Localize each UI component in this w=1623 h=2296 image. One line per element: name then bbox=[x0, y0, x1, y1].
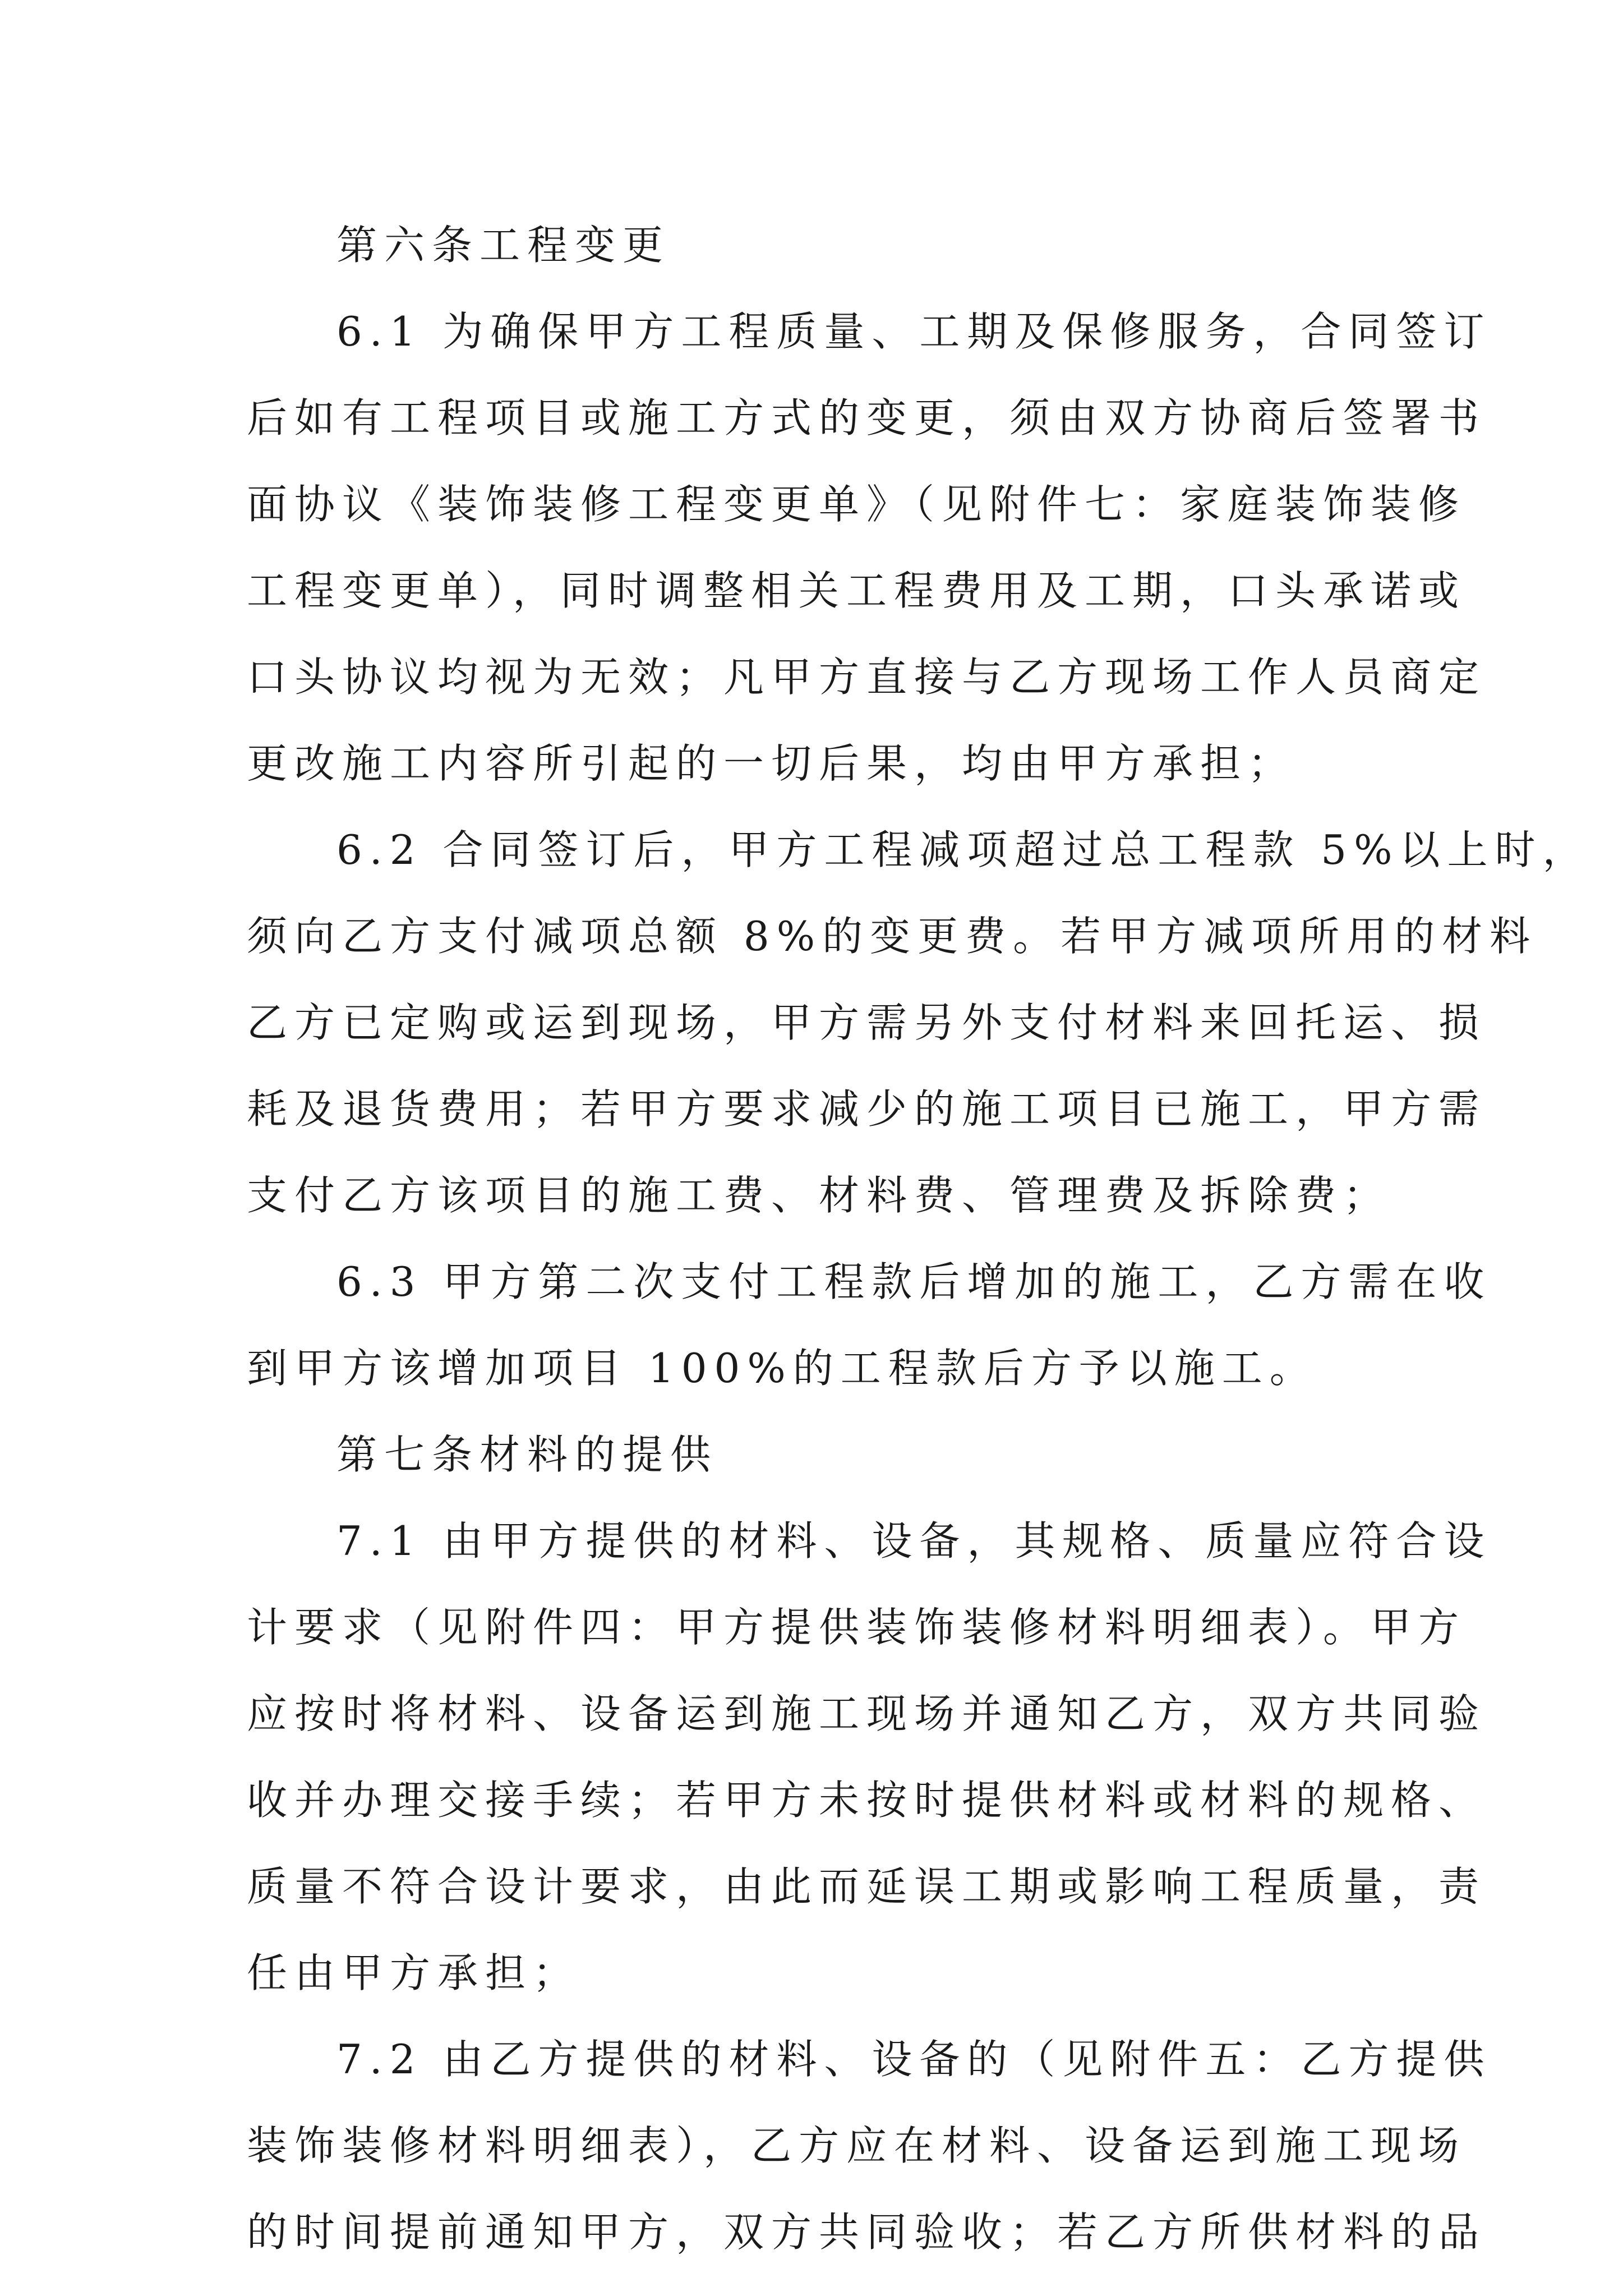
paragraph-line: 6.1 为确保甲方工程质量、工期及保修服务，合同签订 bbox=[336, 308, 1492, 355]
paragraph-line: 须向乙方支付减项总额 8%的变更费。若甲方减项所用的材料 bbox=[247, 913, 1538, 960]
paragraph-line: 应按时将材料、设备运到施工现场并通知乙方，双方共同验 bbox=[247, 1690, 1487, 1737]
paragraph-line: 后如有工程项目或施工方式的变更，须由双方协商后签署书 bbox=[247, 394, 1487, 441]
paragraph-line: 乙方已定购或运到现场，甲方需另外支付材料来回托运、损 bbox=[247, 999, 1487, 1046]
paragraph-line: 面协议《装饰装修工程变更单》（见附件七：家庭装饰装修 bbox=[247, 481, 1467, 528]
paragraph-line: 7.2 由乙方提供的材料、设备的（见附件五：乙方提供 bbox=[336, 2036, 1492, 2083]
paragraph-line: 口头协议均视为无效；凡甲方直接与乙方现场工作人员商定 bbox=[247, 654, 1487, 701]
paragraph-line: 耗及退货费用；若甲方要求减少的施工项目已施工，甲方需 bbox=[247, 1085, 1487, 1133]
document-body bbox=[247, 202, 1590, 2275]
paragraph-line: 6.2 合同签订后，甲方工程减项超过总工程款 5%以上时， bbox=[336, 826, 1590, 873]
paragraph-line: 到甲方该增加项目 100%的工程款后方予以施工。 bbox=[247, 1345, 1317, 1392]
paragraph-line: 质量不符合设计要求，由此而延误工期或影响工程质量，责 bbox=[247, 1863, 1487, 1910]
section-heading-7: 第七条材料的提供 bbox=[336, 1431, 718, 1478]
paragraph-line: 支付乙方该项目的施工费、材料费、管理费及拆除费； bbox=[247, 1172, 1391, 1219]
section-heading-6: 第六条工程变更 bbox=[336, 222, 671, 269]
paragraph-line: 任由甲方承担； bbox=[247, 1949, 581, 1996]
paragraph-line: 收并办理交接手续；若甲方未按时提供材料或材料的规格、 bbox=[247, 1777, 1487, 1824]
paragraph-line: 6.3 甲方第二次支付工程款后增加的施工，乙方需在收 bbox=[336, 1258, 1492, 1305]
paragraph-line: 计要求（见附件四：甲方提供装饰装修材料明细表）。甲方 bbox=[247, 1604, 1467, 1651]
paragraph-line: 7.1 由甲方提供的材料、设备，其规格、质量应符合设 bbox=[336, 1517, 1492, 1565]
paragraph-line: 工程变更单），同时调整相关工程费用及工期，口头承诺或 bbox=[247, 567, 1467, 614]
paragraph-line: 的时间提前通知甲方，双方共同验收；若乙方所供材料的品 bbox=[247, 2208, 1487, 2256]
paragraph-line: 更改施工内容所引起的一切后果，均由甲方承担； bbox=[247, 740, 1296, 787]
paragraph-line: 装饰装修材料明细表），乙方应在材料、设备运到施工现场 bbox=[247, 2122, 1467, 2169]
